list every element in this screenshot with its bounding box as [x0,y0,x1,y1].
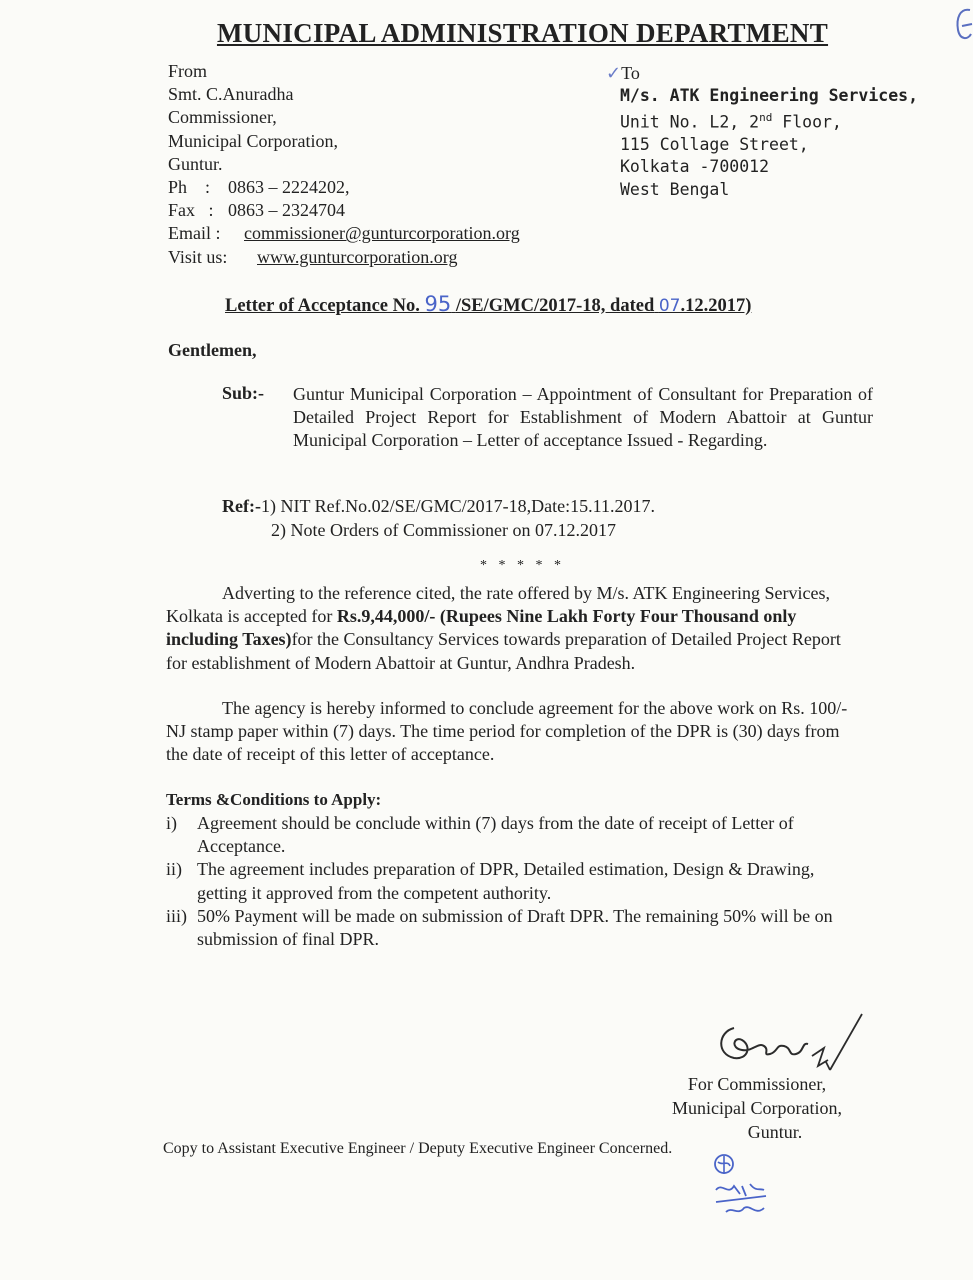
terms-heading: Terms &Conditions to Apply: [166,790,382,809]
separator: * * * * * [480,558,565,573]
email-row [168,222,520,245]
handwritten-day: 07 [658,296,681,316]
signature-line-1: For Commissioner, [687,1074,827,1094]
sender-name: Smt. C.Anuradha [168,84,294,105]
reference-item-1: Ref:-1) NIT Ref.No.02/SE/GMC/2017-18,Date:15.11.2017. [222,496,655,516]
website-link[interactable]: www.gunturcorporation.org [257,246,458,267]
recipient-firm: M/s. ATK Engineering Services, [620,86,919,106]
fax-row [168,199,520,222]
sender-block [168,60,520,269]
recipient-address-line2: 115 Collage Street, [620,135,809,155]
recipient-address-line4: West Bengal [620,179,730,199]
recipient-address-line3: Kolkata -700012 [620,157,770,177]
terms-item: i) Agreement should be conclude within (7) days from the date of receipt of Letter of Acceptance. [166,813,794,857]
terms-item: iii) 50% Payment will be made on submission of Draft DPR. The remaining 50% will be on submission of final DPR. [166,905,833,950]
corner-pen-mark [954,4,973,44]
signature-block [672,1072,842,1144]
fax-value: 0863 – 2324704 [228,200,345,221]
check-mark-icon: ✓ [606,63,622,84]
signature-line-3: Guntur. [747,1122,803,1142]
email-link[interactable]: commissioner@gunturcorporation.org [244,223,520,244]
terms-list [166,812,866,951]
recipient-block [606,62,919,201]
phone-row [168,176,520,199]
sender-city: Guntur. [168,153,223,174]
salutation: Gentlemen, [168,340,257,360]
signature-line-2: Municipal Corporation, [672,1098,842,1118]
sender-designation: Commissioner, [168,107,277,128]
body-paragraph-1: Adverting to the reference cited, the rate offered by M/s. ATK Engineering Services, Kolkata is accepted for Rs.9,44,000/- (Rupees Nine Lakh Forty Four Thousand only including Taxes)for the Consultancy Services towards preparation of Detailed Project Report for establishment of Modern Abattoir at Guntur, Andhra Pradesh. [166,583,841,673]
letter-title: Letter of Acceptance No. 95 /SE/GMC/2017-18, dated 07.12.2017) [225,292,752,316]
references [222,495,655,542]
website-row [168,246,520,269]
phone-label: Ph : [168,177,211,198]
subject-label: Sub:- [222,383,265,403]
to-label: To [621,63,640,83]
amount-highlight: Rs.9,44,000/- (Rupees Nine Lakh Forty Four Thousand only including Taxes) [166,606,797,650]
website-label: Visit us: [168,246,228,267]
page-title: MUNICIPAL ADMINISTRATION DEPARTMENT [216,18,829,48]
copy-to: Copy to Assistant Executive Engineer / Deputy Executive Engineer Concerned. [163,1140,673,1157]
fax-label: Fax : [168,200,214,221]
terms-item: ii) The agreement includes preparation of DPR, Detailed estimation, Design & Drawing, getting it approved from the competent authority. [166,859,815,903]
handwritten-letter-number: 95 [424,292,452,316]
sender-office: Municipal Corporation, [168,130,338,151]
reference-item-2: 2) Note Orders of Commissioner on 07.12.2017 [271,519,616,540]
from-label: From [168,61,208,81]
body-paragraph-2: The agency is hereby informed to conclude agreement for the above work on Rs. 100/- NJ stamp paper within (7) days. The time period for completion of the DPR is (30) days from the date of receipt of this letter of acceptance. [166,698,848,765]
handwritten-initials [706,1152,786,1220]
phone-value: 0863 – 2224202, [228,177,350,198]
to-label-row [606,62,918,85]
recipient-address-line1: Unit No. L2, 2nd Floor, [620,111,842,132]
subject-text: Guntur Municipal Corporation – Appointment of Consultant for Preparation of Detailed Project Report for Establishment of Modern Abattoir at Guntur Municipal Corporation – Letter of acceptance Issued - Regarding. [293,384,873,451]
email-label: Email : [168,223,221,244]
